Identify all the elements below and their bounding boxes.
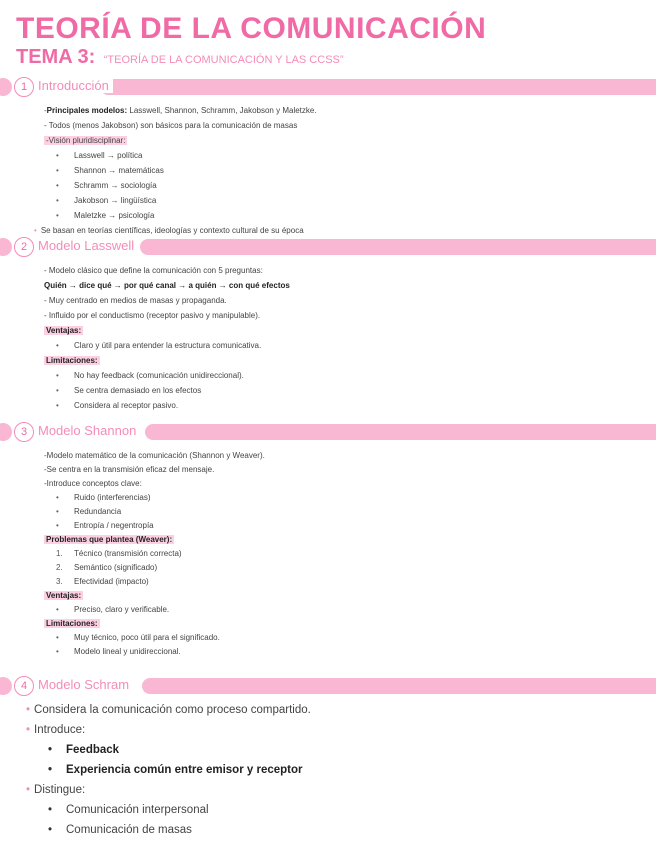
list-item: • Considera al receptor pasivo. <box>44 398 646 413</box>
subtitle <box>16 46 344 69</box>
list-item: • Se centra demasiado en los efectos <box>44 383 646 398</box>
list-item: • Ruido (interferencias) <box>44 491 646 505</box>
list-item: • Schramm → sociología <box>44 178 646 193</box>
section-2-header <box>0 236 656 258</box>
text-line <box>44 617 646 631</box>
item-text: Semántico (significado) <box>74 563 158 572</box>
decor-dot <box>0 78 12 96</box>
list-item: • Redundancia <box>44 505 646 519</box>
text-line: Quién → dice qué → por qué canal → a quién → con qué efectos <box>44 281 290 290</box>
section-1-header <box>0 76 656 98</box>
section-title: Modelo Schram <box>38 677 133 692</box>
section-number: 3 <box>14 422 34 442</box>
item-text: Técnico (transmisión correcta) <box>74 549 182 558</box>
decor-dot <box>0 677 12 695</box>
list-item: • Feedback <box>36 740 646 760</box>
section-2-body <box>44 263 646 413</box>
decor-dot <box>0 423 12 441</box>
text-line <box>44 133 646 148</box>
list-item: • Muy técnico, poco útil para el significado. <box>44 631 646 645</box>
section-number: 1 <box>14 77 34 97</box>
highlighted-heading: Limitaciones: <box>46 619 98 628</box>
text: Lasswell, Shannon, Schramm, Jakobson y Maletzke. <box>127 106 317 115</box>
section-bar <box>145 424 656 440</box>
text-line: -Se centra en la transmisión eficaz del mensaje. <box>44 465 215 474</box>
section-4-body <box>36 700 646 840</box>
highlighted-heading: Limitaciones: <box>46 356 98 365</box>
highlighted-heading: Ventajas: <box>46 591 82 600</box>
text-line: -Modelo matemático de la comunicación (Shannon y Weaver). <box>44 451 265 460</box>
list-item: • Claro y útil para entender la estructura comunicativa. <box>44 338 646 353</box>
highlighted-heading: Problemas que plantea (Weaver): <box>46 535 173 544</box>
section-title: Modelo Lasswell <box>38 238 138 253</box>
tema-topic: “TEORÍA DE LA COMUNICACIÓN Y LAS CCSS” <box>103 54 344 66</box>
section-title: Modelo Shannon <box>38 423 140 438</box>
list-item: • Maletzke → psicología <box>44 208 646 223</box>
ordered-item <box>44 547 646 561</box>
list-item: • Se basan en teorías científicas, ideologías y contexto cultural de su época <box>44 223 646 238</box>
section-4-header <box>0 675 656 697</box>
list-item: • Entropía / negentropía <box>44 519 646 533</box>
highlighted-heading: Ventajas: <box>46 326 82 335</box>
text-line <box>44 103 646 118</box>
text-line <box>44 589 646 603</box>
text-line: - Todos (menos Jakobson) son básicos para la comunicación de masas <box>44 121 298 130</box>
section-bar <box>100 79 656 95</box>
text-line <box>44 353 646 368</box>
list-item: • Considera la comunicación como proceso compartido. <box>36 700 646 720</box>
document-title: TEORÍA DE LA COMUNICACIÓN <box>16 12 487 45</box>
text-line: -Introduce conceptos clave: <box>44 479 142 488</box>
text-line <box>44 533 646 547</box>
ordered-item <box>44 561 646 575</box>
text-line: - Influido por el conductismo (receptor pasivo y manipulable). <box>44 311 261 320</box>
tema-label: TEMA 3: <box>16 46 96 68</box>
section-bar <box>140 239 656 255</box>
section-3-body <box>44 449 646 659</box>
text-line: - Muy centrado en medios de masas y propaganda. <box>44 296 227 305</box>
list-item: • Shannon → matemáticas <box>44 163 646 178</box>
section-bar <box>142 678 656 694</box>
list-item: • Distingue: <box>36 780 646 800</box>
decor-dot <box>0 238 12 256</box>
list-item: • Jakobson → lingüística <box>44 193 646 208</box>
item-number: 3. <box>56 577 63 586</box>
item-text: Efectividad (impacto) <box>74 577 149 586</box>
list-item: • Introduce: <box>36 720 646 740</box>
list-item: • Comunicación de masas <box>36 820 646 840</box>
list-item: • Modelo lineal y unidireccional. <box>44 645 646 659</box>
bold-text: Principales modelos: <box>46 106 128 115</box>
list-item: • Experiencia común entre emisor y receptor <box>36 760 646 780</box>
list-item: • Comunicación interpersonal <box>36 800 646 820</box>
list-item: • Lasswell → política <box>44 148 646 163</box>
section-title: Introducción <box>38 78 113 93</box>
section-number: 4 <box>14 676 34 696</box>
highlighted-text: -Visión pluridisciplinar: <box>46 136 126 145</box>
list-item: • No hay feedback (comunicación unidireccional). <box>44 368 646 383</box>
section-3-header <box>0 421 656 443</box>
list-item: • Preciso, claro y verificable. <box>44 603 646 617</box>
section-1-body <box>40 103 646 238</box>
text-line <box>44 323 646 338</box>
ordered-item <box>44 575 646 589</box>
text-prefix: - <box>44 106 47 115</box>
text-line: - Modelo clásico que define la comunicación con 5 preguntas: <box>44 266 263 275</box>
item-number: 1. <box>56 549 63 558</box>
section-number: 2 <box>14 237 34 257</box>
item-number: 2. <box>56 563 63 572</box>
